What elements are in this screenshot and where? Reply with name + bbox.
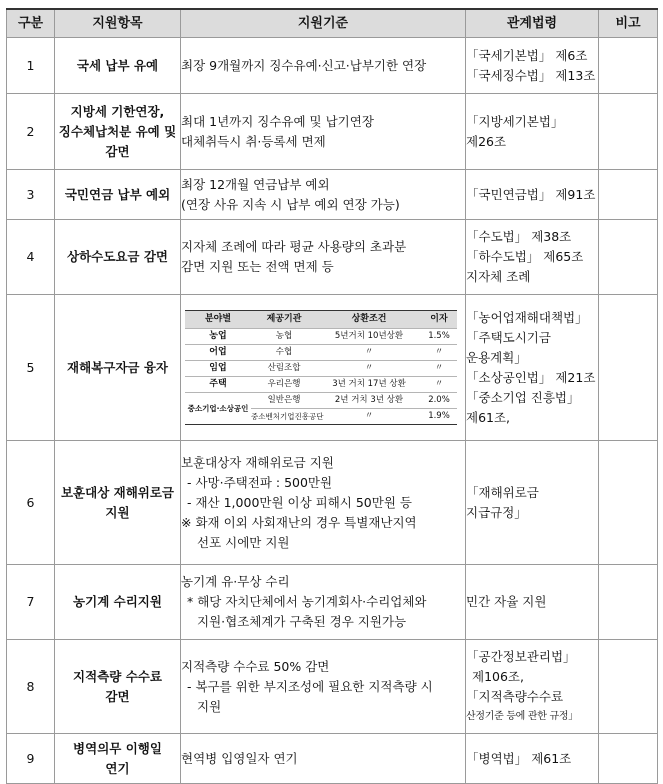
support-criteria (181, 295, 466, 441)
inner-header-field: 분야별 (185, 311, 251, 329)
support-criteria: 최대 1년까지 징수유예 및 납기연장 대체취득시 취·등록세 면제 (181, 94, 466, 170)
table-row (7, 295, 658, 441)
support-item: 재해복구자금 융자 (55, 295, 181, 441)
related-law: 「재해위로금 지급규정」 (466, 441, 599, 565)
inner-row: 임업 산림조합 〃 〃 (185, 361, 457, 377)
header-num: 구분 (7, 9, 55, 38)
row-number: 9 (7, 734, 55, 784)
note-cell (599, 640, 658, 734)
table-row (7, 220, 658, 295)
header-note: 비고 (599, 9, 658, 38)
inner-row: 농업 농협 5년거치 10년상환 1.5% (185, 329, 457, 345)
note-cell (599, 565, 658, 640)
support-item: 국민연금 납부 예외 (55, 170, 181, 220)
header-criteria: 지원기준 (181, 9, 466, 38)
support-item: 국세 납부 유예 (55, 38, 181, 94)
support-item: 보훈대상 재해위로금 지원 (55, 441, 181, 565)
support-criteria: 지자체 조례에 따라 평균 사용량의 초과분 감면 지원 또는 전액 면제 등 (181, 220, 466, 295)
inner-header-provider: 제공기관 (251, 311, 317, 329)
row-number: 5 (7, 295, 55, 441)
inner-row: 주택 우리은행 3년 거치 17년 상환 〃 (185, 377, 457, 393)
note-cell (599, 220, 658, 295)
related-law: 「농어업재해대책법」 「주택도시기금 운용계획」 「소상공인법」 제21조 「중소기업 진흥법」 제61조, (466, 295, 599, 441)
related-law: 「병역법」 제61조 (466, 734, 599, 784)
row-number: 6 (7, 441, 55, 565)
loan-terms-table (185, 310, 457, 425)
table-row (7, 734, 658, 784)
support-criteria: 농기계 유·무상 수리 * 해당 자치단체에서 농기계회사·수리업체와 지원·협조체계가 구축된 경우 지원가능 (181, 565, 466, 640)
support-item: 농기계 수리지원 (55, 565, 181, 640)
related-law: 「지방세기본법」 제26조 (466, 94, 599, 170)
inner-header-rate: 이자 (421, 311, 457, 329)
support-criteria: 최장 9개월까지 징수유예·신고·납부기한 연장 (181, 38, 466, 94)
table-row (7, 38, 658, 94)
note-cell (599, 441, 658, 565)
support-table (6, 8, 658, 784)
support-criteria: 지적측량 수수료 50% 감면 - 복구를 위한 부지조성에 필요한 지적측량 시 지원 (181, 640, 466, 734)
support-criteria: 현역병 입영일자 연기 (181, 734, 466, 784)
related-law: 「국세기본법」 제6조 「국세징수법」 제13조 (466, 38, 599, 94)
table-row (7, 94, 658, 170)
row-number: 8 (7, 640, 55, 734)
note-cell (599, 170, 658, 220)
header-law: 관계법령 (466, 9, 599, 38)
support-item: 지적측량 수수료 감면 (55, 640, 181, 734)
related-law: 「공간정보관리법」 제106조, 「지적측량수수료 산정기준 등에 관한 규정」 (466, 640, 599, 734)
related-law: 「국민연금법」 제91조 (466, 170, 599, 220)
inner-row: 중소벤처기업진흥공단 〃 1.9% (185, 409, 457, 425)
header-item: 지원항목 (55, 9, 181, 38)
note-cell (599, 734, 658, 784)
inner-row: 어업 수협 〃 〃 (185, 345, 457, 361)
note-cell (599, 38, 658, 94)
row-number: 3 (7, 170, 55, 220)
table-row (7, 441, 658, 565)
support-criteria: 최장 12개월 연금납부 예외 (연장 사유 지속 시 납부 예외 연장 가능) (181, 170, 466, 220)
support-item: 상하수도요금 감면 (55, 220, 181, 295)
row-number: 7 (7, 565, 55, 640)
table-row (7, 640, 658, 734)
table-row (7, 170, 658, 220)
inner-header-terms: 상환조건 (317, 311, 421, 329)
row-number: 1 (7, 38, 55, 94)
related-law: 「수도법」 제38조 「하수도법」 제65조 지자체 조례 (466, 220, 599, 295)
table-header-row (7, 9, 658, 38)
related-law: 민간 자율 지원 (466, 565, 599, 640)
note-cell (599, 295, 658, 441)
support-item: 병역의무 이행일 연기 (55, 734, 181, 784)
support-item: 지방세 기한연장, 징수체납처분 유예 및 감면 (55, 94, 181, 170)
support-criteria: 보훈대상자 재해위로금 지원 - 사망·주택전파 : 500만원 - 재산 1,000만원 이상 피해시 50만원 등 ※ 화재 이외 사회재난의 경우 특별재난지역 선포 시에만 지원 (181, 441, 466, 565)
note-cell (599, 94, 658, 170)
table-row (7, 565, 658, 640)
inner-row: 중소기업·소상공인 일반은행 2년 거치 3년 상환 2.0% (185, 393, 457, 409)
row-number: 4 (7, 220, 55, 295)
row-number: 2 (7, 94, 55, 170)
